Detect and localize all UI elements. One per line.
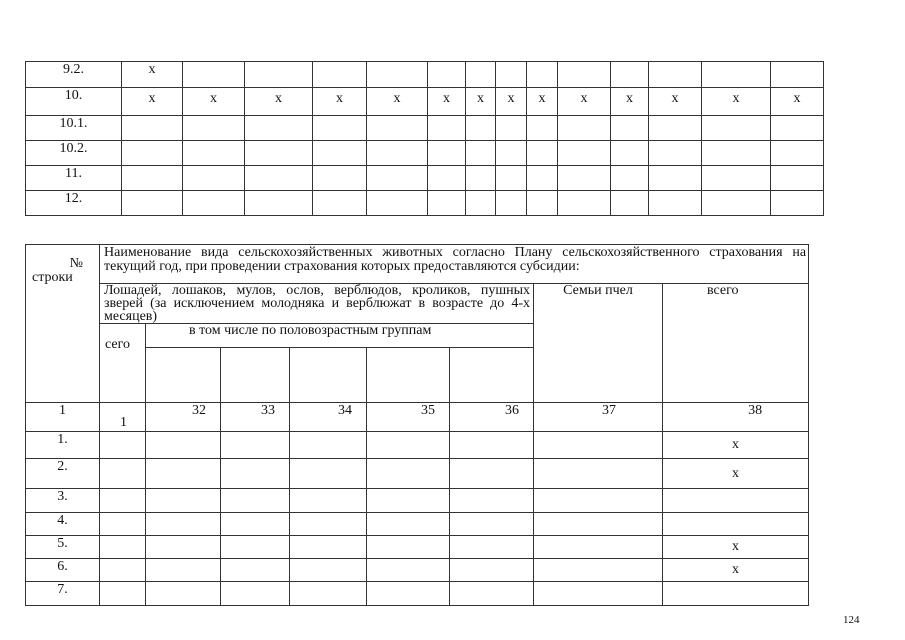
row-number: 12. xyxy=(26,191,122,216)
table-cell: x xyxy=(611,88,649,116)
table-cell xyxy=(466,116,496,141)
table-cell xyxy=(290,559,367,582)
row-number: 3. xyxy=(26,489,100,513)
table-cell xyxy=(450,432,534,459)
table-row xyxy=(26,582,809,606)
table-cell xyxy=(122,166,183,191)
table-cell: x xyxy=(496,88,527,116)
table-cell xyxy=(466,191,496,216)
table-cell: x xyxy=(367,88,428,116)
table-cell xyxy=(450,582,534,606)
row-number: 10.2. xyxy=(26,141,122,166)
table-row xyxy=(26,459,809,489)
table-cell: x xyxy=(663,559,809,582)
table-cell: x xyxy=(428,88,466,116)
table-cell xyxy=(771,191,824,216)
table-cell: x xyxy=(663,536,809,559)
table-cell xyxy=(558,166,611,191)
table-cell xyxy=(466,141,496,166)
table-cell xyxy=(527,191,558,216)
table-cell xyxy=(663,489,809,513)
table-cell xyxy=(534,582,663,606)
table-cell: x xyxy=(122,88,183,116)
table-cell xyxy=(496,62,527,88)
table-cell xyxy=(245,166,313,191)
table-cell: x xyxy=(663,432,809,459)
table-cell xyxy=(290,489,367,513)
table-cell: x xyxy=(702,88,771,116)
table-cell xyxy=(100,513,146,536)
age-group-col-32 xyxy=(146,348,221,403)
table-cell xyxy=(649,141,702,166)
table-cell xyxy=(100,489,146,513)
table-cell xyxy=(367,459,450,489)
table-cell: x xyxy=(558,88,611,116)
table-cell xyxy=(450,459,534,489)
table-cell xyxy=(771,62,824,88)
table-cell xyxy=(702,62,771,88)
table-row xyxy=(26,489,809,513)
table-cell xyxy=(649,166,702,191)
table-cell xyxy=(534,536,663,559)
table-cell xyxy=(611,166,649,191)
age-group-col-34 xyxy=(290,348,367,403)
table-cell xyxy=(428,116,466,141)
table-cell xyxy=(221,559,290,582)
table-cell xyxy=(534,489,663,513)
table-cell xyxy=(100,582,146,606)
table-cell xyxy=(183,62,245,88)
table-cell xyxy=(146,459,221,489)
table-cell xyxy=(221,489,290,513)
table-cell xyxy=(245,116,313,141)
table-cell xyxy=(428,191,466,216)
table-cell xyxy=(146,582,221,606)
table-cell: x xyxy=(313,88,367,116)
row-number-header xyxy=(26,245,100,403)
age-group-col-33 xyxy=(221,348,290,403)
table-cell xyxy=(496,191,527,216)
table-row xyxy=(26,536,809,559)
table-cell: x xyxy=(183,88,245,116)
table-cell xyxy=(496,141,527,166)
table-cell: x xyxy=(466,88,496,116)
table-cell xyxy=(466,166,496,191)
column-number: 33 xyxy=(221,403,290,432)
table-cell xyxy=(221,513,290,536)
table-cell xyxy=(290,536,367,559)
row-number: 1. xyxy=(26,432,100,459)
table-cell xyxy=(527,141,558,166)
table-cell xyxy=(100,459,146,489)
table-cell xyxy=(221,536,290,559)
table-cell xyxy=(702,191,771,216)
age-groups-header: в том числе по половозрастным группам xyxy=(146,324,534,348)
table-cell: x xyxy=(649,88,702,116)
table-row xyxy=(26,166,824,191)
table-cell xyxy=(367,191,428,216)
table-cell xyxy=(496,116,527,141)
table-cell xyxy=(450,559,534,582)
column-number: 34 xyxy=(290,403,367,432)
table-cell xyxy=(558,191,611,216)
table-cell: x xyxy=(771,88,824,116)
table-cell xyxy=(663,582,809,606)
bottom-table xyxy=(25,244,809,606)
column-number: 1 xyxy=(26,403,100,432)
table-row xyxy=(26,559,809,582)
table-cell xyxy=(771,141,824,166)
table-row xyxy=(26,432,809,459)
table-cell xyxy=(496,166,527,191)
table-cell xyxy=(313,116,367,141)
table-cell: x xyxy=(527,88,558,116)
row-number: 5. xyxy=(26,536,100,559)
row-number: 11. xyxy=(26,166,122,191)
table-cell xyxy=(771,166,824,191)
table-cell xyxy=(367,141,428,166)
table-cell xyxy=(290,459,367,489)
row-number: 10.1. xyxy=(26,116,122,141)
table-cell xyxy=(611,62,649,88)
table-cell xyxy=(649,191,702,216)
table-cell xyxy=(100,536,146,559)
table-cell xyxy=(649,116,702,141)
table-cell xyxy=(771,116,824,141)
row-number: 4. xyxy=(26,513,100,536)
table-cell xyxy=(450,489,534,513)
column-number: 35 xyxy=(367,403,450,432)
table-cell xyxy=(221,432,290,459)
table-cell xyxy=(245,62,313,88)
table-cell xyxy=(367,513,450,536)
table-cell xyxy=(146,536,221,559)
table-cell xyxy=(313,62,367,88)
total-header: всего xyxy=(663,284,809,403)
horses-header: Лошадей, лошаков, мулов, ослов, верблюдов, кроликов, пушных зверей (за исключением молодняка и верблюжат в возрасте до 4-х месяцев) xyxy=(100,284,534,324)
table-cell xyxy=(534,432,663,459)
table-cell xyxy=(290,582,367,606)
table-cell xyxy=(450,513,534,536)
table-cell xyxy=(122,141,183,166)
table-cell xyxy=(367,582,450,606)
table-cell xyxy=(367,536,450,559)
column-number: 37 xyxy=(534,403,663,432)
table-cell xyxy=(146,559,221,582)
table-cell xyxy=(558,116,611,141)
row-number-header-symbol: № xyxy=(69,256,83,271)
table-cell xyxy=(611,116,649,141)
table-cell xyxy=(290,432,367,459)
bees-header: Семьи пчел xyxy=(534,284,663,403)
page-number: 124 xyxy=(843,614,860,626)
table-cell xyxy=(611,141,649,166)
table-cell xyxy=(649,62,702,88)
table-cell xyxy=(663,513,809,536)
table-cell xyxy=(183,141,245,166)
table-cell xyxy=(534,459,663,489)
table-cell xyxy=(313,191,367,216)
table-cell xyxy=(702,116,771,141)
table-cell xyxy=(367,489,450,513)
table-cell xyxy=(146,432,221,459)
table-cell xyxy=(146,513,221,536)
table-cell xyxy=(313,166,367,191)
top-table xyxy=(25,61,824,216)
main-header: Наименование вида сельскохозяйственных животных согласно Плану сельскохозяйственного страхования на текущий год, при проведении страхования которых предоставляются субсидии: xyxy=(100,245,809,284)
row-number-header-word: строки xyxy=(32,270,73,285)
column-number: 36 xyxy=(450,403,534,432)
table-cell xyxy=(100,432,146,459)
table-cell: x xyxy=(663,459,809,489)
column-number: 32 xyxy=(146,403,221,432)
total-subheader: сего xyxy=(100,324,146,403)
table-cell xyxy=(245,191,313,216)
table-cell xyxy=(702,141,771,166)
table-cell xyxy=(466,62,496,88)
table-cell xyxy=(221,459,290,489)
table-row xyxy=(26,513,809,536)
age-group-col-36 xyxy=(450,348,534,403)
table-cell xyxy=(527,166,558,191)
table-cell xyxy=(558,62,611,88)
table-cell xyxy=(146,489,221,513)
table-cell xyxy=(558,141,611,166)
table-cell xyxy=(527,62,558,88)
table-cell xyxy=(611,191,649,216)
table-cell xyxy=(428,141,466,166)
table-row xyxy=(26,191,824,216)
table-cell: x xyxy=(245,88,313,116)
table-cell xyxy=(183,166,245,191)
table-cell xyxy=(527,116,558,141)
table-cell xyxy=(183,116,245,141)
column-number: 1 xyxy=(100,403,146,432)
age-group-col-35 xyxy=(367,348,450,403)
table-cell xyxy=(313,141,367,166)
table-cell xyxy=(702,166,771,191)
table-cell xyxy=(290,513,367,536)
table-cell xyxy=(534,513,663,536)
table-cell xyxy=(367,62,428,88)
column-numbers-row xyxy=(26,403,809,432)
column-number: 38 xyxy=(663,403,809,432)
row-number: 6. xyxy=(26,559,100,582)
table-cell xyxy=(122,116,183,141)
row-number: 10. xyxy=(26,88,122,116)
table-row xyxy=(26,141,824,166)
table-cell xyxy=(428,166,466,191)
table-row xyxy=(26,62,824,88)
table-row xyxy=(26,116,824,141)
table-cell xyxy=(428,62,466,88)
table-cell xyxy=(367,432,450,459)
row-number: 9.2. xyxy=(26,62,122,88)
table-cell xyxy=(221,582,290,606)
table-cell: x xyxy=(122,62,183,88)
table-cell xyxy=(367,166,428,191)
table-cell xyxy=(367,559,450,582)
table-cell xyxy=(245,141,313,166)
table-cell xyxy=(100,559,146,582)
table-cell xyxy=(183,191,245,216)
table-cell xyxy=(367,116,428,141)
row-number: 2. xyxy=(26,459,100,489)
table-cell xyxy=(450,536,534,559)
table-cell xyxy=(122,191,183,216)
row-number: 7. xyxy=(26,582,100,606)
table-row xyxy=(26,88,824,116)
table-cell xyxy=(534,559,663,582)
